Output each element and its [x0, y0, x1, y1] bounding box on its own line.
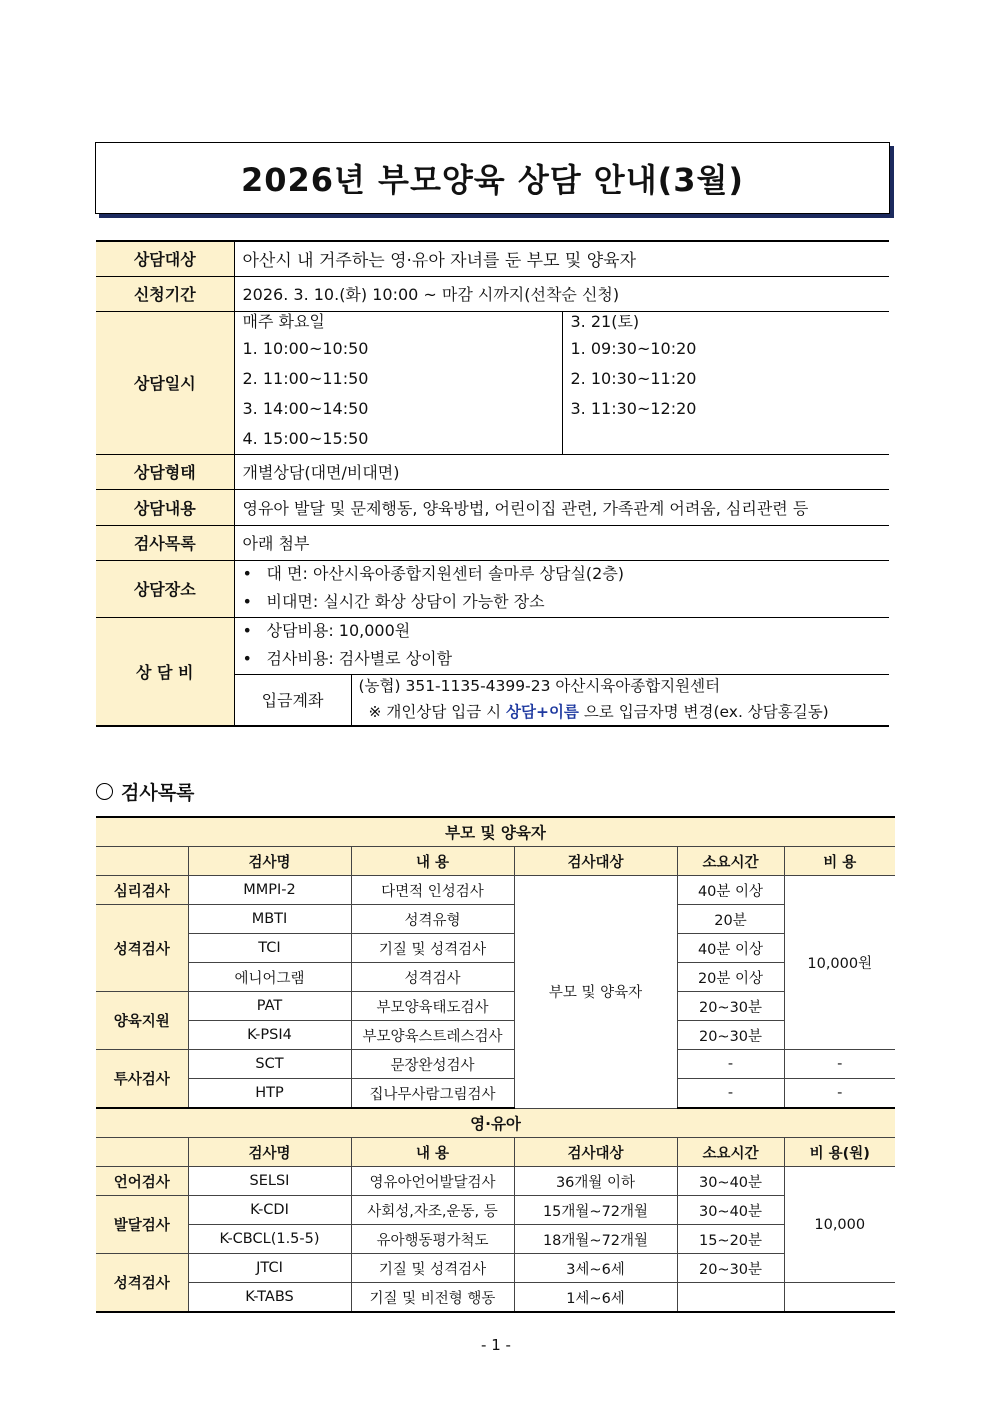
- schedule-line: 3. 11:30~12:20: [570, 398, 697, 418]
- schedule-line: 2. 10:30~11:20: [570, 368, 697, 388]
- test-time: 15~20분: [677, 1225, 784, 1254]
- content-label: 상담내용: [96, 489, 234, 525]
- category-cell: 투사검사: [96, 1050, 188, 1109]
- schedule-saturday: [562, 311, 889, 454]
- test-target: 15개월~72개월: [514, 1196, 677, 1225]
- table-row: [96, 1254, 895, 1283]
- test-name: K-TABS: [188, 1283, 351, 1313]
- test-content: 유아행동평가척도: [351, 1225, 514, 1254]
- tests-value: 아래 첨부: [234, 525, 889, 560]
- schedule-line: 4. 15:00~15:50: [242, 428, 369, 448]
- account-info: [352, 675, 890, 725]
- test-fee: 10,000: [784, 1167, 895, 1283]
- category-cell: 성격검사: [96, 1254, 188, 1313]
- test-content: 다면적 인성검사: [351, 876, 514, 905]
- table-row: [96, 1196, 895, 1225]
- test-name: TCI: [188, 934, 351, 963]
- type-label: 상담형태: [96, 454, 234, 489]
- col-header-content: 내 용: [351, 1138, 514, 1167]
- test-target: 부모 및 양육자: [514, 876, 677, 1109]
- test-time: -: [677, 1079, 784, 1109]
- title-box: [95, 142, 890, 214]
- tests-label: 검사목록: [96, 525, 234, 560]
- depositor-highlight: 상담+이름: [506, 702, 579, 721]
- table-row: [96, 1167, 895, 1196]
- test-time: 20분: [677, 905, 784, 934]
- col-header-target: 검사대상: [514, 1138, 677, 1167]
- test-content: 문장완성검사: [351, 1050, 514, 1079]
- place-value: [234, 560, 889, 617]
- table-row: [96, 1050, 895, 1079]
- test-name: K-PSI4: [188, 1021, 351, 1050]
- page-number: - 1 -: [481, 1336, 511, 1354]
- table-row: [96, 934, 895, 963]
- test-time: 40분 이상: [677, 876, 784, 905]
- circle-bullet-icon: [96, 783, 113, 800]
- test-name: MBTI: [188, 905, 351, 934]
- table-row: [96, 1283, 895, 1313]
- period-label: 신청기간: [96, 276, 234, 311]
- fee-item: • 상담비용: 10,000원: [243, 618, 882, 646]
- schedule-line: 매주 화요일: [242, 311, 325, 331]
- account-number: (농협) 351-1135-4399-23 아산시육아종합지원센터: [358, 676, 721, 695]
- table-row: [96, 1079, 895, 1109]
- test-fee: 10,000원: [784, 876, 895, 1050]
- col-header-name: 검사명: [188, 847, 351, 876]
- test-name: 에니어그램: [188, 963, 351, 992]
- test-content: 기질 및 성격검사: [351, 934, 514, 963]
- test-name: K-CDI: [188, 1196, 351, 1225]
- test-list-table: [96, 816, 895, 1313]
- fee-label: 상 담 비: [96, 617, 234, 726]
- test-time: 20~30분: [677, 1254, 784, 1283]
- category-cell: 발달검사: [96, 1196, 188, 1254]
- fee-item: • 검사비용: 검사별로 상이함: [243, 646, 882, 674]
- col-header-time: 소요시간: [677, 1138, 784, 1167]
- test-content: 사회성,자조,운동, 등: [351, 1196, 514, 1225]
- test-time: -: [677, 1050, 784, 1079]
- account-label: 입금계좌: [235, 675, 352, 725]
- test-content: 성격검사: [351, 963, 514, 992]
- category-cell: 심리검사: [96, 876, 188, 905]
- col-header-fee: 비 용(원): [784, 1138, 895, 1167]
- place-label: 상담장소: [96, 560, 234, 617]
- schedule-tuesday: [234, 311, 562, 454]
- test-fee: -: [784, 1050, 895, 1079]
- table-row: [96, 876, 895, 905]
- table-row: [96, 905, 895, 934]
- content-value: 영유아 발달 및 문제행동, 양육방법, 어린이집 관련, 가족관계 어려움, 심리관련 등: [234, 489, 889, 525]
- schedule-line: 3. 21(토): [570, 311, 640, 331]
- category-cell: 언어검사: [96, 1167, 188, 1196]
- col-header-time: 소요시간: [677, 847, 784, 876]
- test-target: 3세~6세: [514, 1254, 677, 1283]
- test-content: 성격유형: [351, 905, 514, 934]
- type-value: 개별상담(대면/비대면): [234, 454, 889, 489]
- test-content: 기질 및 성격검사: [351, 1254, 514, 1283]
- test-fee: -: [784, 1079, 895, 1109]
- category-cell: 성격검사: [96, 905, 188, 992]
- place-item: • 비대면: 실시간 화상 상담이 가능한 장소: [243, 589, 882, 617]
- col-header-target: 검사대상: [514, 847, 677, 876]
- test-fee: [784, 1283, 895, 1313]
- test-time: 30~40분: [677, 1196, 784, 1225]
- test-name: HTP: [188, 1079, 351, 1109]
- category-cell: 양육지원: [96, 992, 188, 1050]
- table-row: [96, 963, 895, 992]
- test-name: JTCI: [188, 1254, 351, 1283]
- col-header-fee: 비 용: [784, 847, 895, 876]
- test-content: 영유아언어발달검사: [351, 1167, 514, 1196]
- test-time: 20분 이상: [677, 963, 784, 992]
- account-row: [235, 674, 890, 725]
- period-value: 2026. 3. 10.(화) 10:00 ~ 마감 시까지(선착순 신청): [234, 276, 889, 311]
- test-content: 부모양육스트레스검사: [351, 1021, 514, 1050]
- schedule-line: 1. 10:00~10:50: [242, 338, 369, 358]
- schedule-line: 1. 09:30~10:20: [570, 338, 697, 358]
- test-time: 30~40분: [677, 1167, 784, 1196]
- schedule-label: 상담일시: [96, 311, 234, 454]
- test-time: 20~30분: [677, 1021, 784, 1050]
- account-note: ※ 개인상담 입금 시 상담+이름 으로 입금자명 변경(ex. 상담홍길동): [368, 702, 829, 721]
- test-name: SELSI: [188, 1167, 351, 1196]
- fee-value: [234, 617, 889, 726]
- test-name: MMPI-2: [188, 876, 351, 905]
- table-row: [96, 992, 895, 1021]
- test-target: 18개월~72개월: [514, 1225, 677, 1254]
- schedule-line: 3. 14:00~14:50: [242, 398, 369, 418]
- target-label: 상담대상: [96, 241, 234, 276]
- test-time: 20~30분: [677, 992, 784, 1021]
- test-target: 36개월 이하: [514, 1167, 677, 1196]
- place-item: • 대 면: 아산시육아종합지원센터 솔마루 상담실(2층): [243, 561, 882, 589]
- test-target: 1세~6세: [514, 1283, 677, 1313]
- group-header-parents: 부모 및 양육자: [96, 817, 895, 847]
- test-name: K-CBCL(1.5-5): [188, 1225, 351, 1254]
- test-content: 부모양육태도검사: [351, 992, 514, 1021]
- schedule-line: 2. 11:00~11:50: [242, 368, 369, 388]
- test-name: SCT: [188, 1050, 351, 1079]
- section-heading: 검사목록: [96, 778, 194, 805]
- test-time: [677, 1283, 784, 1313]
- table-row: [96, 1021, 895, 1050]
- table-row: [96, 1225, 895, 1254]
- col-header-content: 내 용: [351, 847, 514, 876]
- col-header-name: 검사명: [188, 1138, 351, 1167]
- test-time: 40분 이상: [677, 934, 784, 963]
- test-content: 기질 및 비전형 행동: [351, 1283, 514, 1313]
- test-name: PAT: [188, 992, 351, 1021]
- group-header-children: 영·유아: [96, 1108, 895, 1138]
- page-title: 2026년 부모양육 상담 안내(3월): [240, 161, 745, 199]
- test-content: 집나무사람그림검사: [351, 1079, 514, 1109]
- info-table: [96, 240, 889, 727]
- target-value: 아산시 내 거주하는 영·유아 자녀를 둔 부모 및 양육자: [234, 241, 889, 276]
